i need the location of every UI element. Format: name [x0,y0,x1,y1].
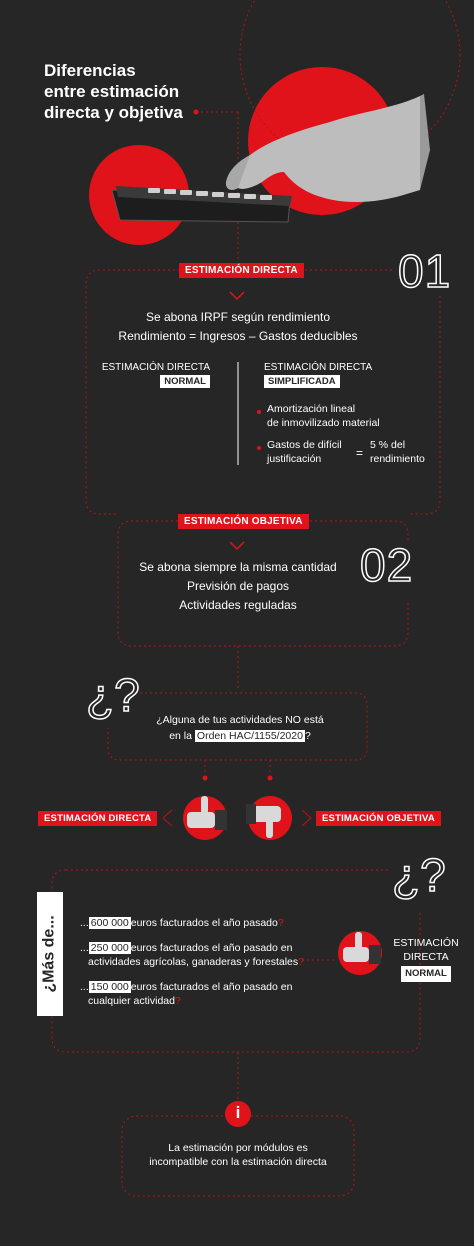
section2-description [118,558,358,615]
calculator-illustration [112,186,292,222]
item-text-line2: cualquier actividad [88,995,175,1007]
section1-frame [86,270,440,514]
bullet-gastos [267,438,367,466]
bullet-icon [257,446,261,450]
question-mark-icon: ¿? [392,849,446,901]
orden-highlight: Orden HAC/1155/2020 [196,730,303,742]
label-text: ESTIMACIÓN DIRECTA [264,362,373,373]
info-text [122,1141,354,1169]
item-amount: 600 000 [90,917,129,929]
mas-de-label: ¿Más de... [41,915,59,993]
chevron-down-icon [230,542,244,549]
page-title [44,60,224,123]
bullet-line: de inmovilizado material [267,417,380,429]
bullet-amortizacion [267,402,427,430]
question-line: ¿Alguna de tus actividades NO está [156,714,324,726]
mas-de-item-2 [80,941,350,969]
item-amount: 250 000 [90,942,129,954]
question-line2 [120,728,360,744]
item-text: euros facturados el año pasado en [130,981,293,993]
section1-line: Rendimiento = Ingresos – Gastos deducibles [118,329,358,343]
bullet-gastos-value [370,438,450,466]
item-prefix: ... [80,981,89,993]
title-line: Diferencias [44,61,136,80]
bullet-line: Gastos de difícil [267,439,342,451]
title-line: entre estimación [44,82,180,101]
item-text: euros facturados el año pasado en [130,942,293,954]
result-directa-normal [390,936,462,982]
item-question: ? [298,956,304,968]
item-question: ? [277,917,284,929]
outcome-estimacion-directa: ESTIMACIÓN DIRECTA [38,811,157,826]
bullet-icon [257,410,261,414]
section2-line: Se abona siempre la misma cantidad [139,560,337,574]
chevron-left-icon [163,810,172,826]
tag-estimacion-objetiva: ESTIMACIÓN OBJETIVA [178,514,309,529]
title-line: directa y objetiva [44,103,183,122]
section1-description [86,308,390,346]
directa-normal-label [96,362,210,388]
chevron-down-icon [230,292,244,299]
question-frame [108,646,367,775]
value-line: rendimiento [370,453,425,465]
question-mark-icon: ¿? [86,669,140,721]
info-line: La estimación por módulos es [168,1142,308,1154]
section2-line: Actividades reguladas [179,598,297,612]
result-line: DIRECTA [403,951,449,963]
outcome-estimacion-objetiva: ESTIMACIÓN OBJETIVA [316,811,441,826]
mas-de-label-wrap [37,892,63,1016]
item-text: euros facturados el año pasado [130,917,278,929]
item-text-line2: actividades agrícolas, ganaderas y forestales [88,956,299,968]
bullet-line: justificación [267,453,322,465]
section1-line: Se abona IRPF según rendimiento [145,310,331,324]
normal-tag: NORMAL [160,375,210,388]
section-number-02: 02 [360,539,414,591]
value-line: 5 % del [370,439,406,451]
tag-estimacion-directa: ESTIMACIÓN DIRECTA [179,263,304,278]
result-normal-tag: NORMAL [401,966,451,982]
mas-de-item-3 [80,980,350,1008]
result-line: ESTIMACIÓN [393,937,459,949]
item-amount: 150 000 [90,981,129,993]
question-prefix: en la [169,730,192,742]
info-line: incompatible con la estimación directa [149,1156,327,1168]
question-suffix: ? [304,730,311,742]
simplificada-tag: SIMPLIFICADA [264,375,340,388]
chevron-right-icon [302,810,311,826]
bullet-line: Amortización lineal [267,403,356,415]
item-prefix: ... [80,917,89,929]
section2-line: Previsión de pagos [186,579,290,593]
info-icon: i [235,1103,241,1122]
section-number-01: 01 [398,245,452,297]
label-text: ESTIMACIÓN DIRECTA [101,362,210,373]
directa-simplificada-label [264,362,384,388]
item-prefix: ... [80,942,89,954]
equals-sign: = [356,446,364,460]
question-text [120,712,360,744]
item-question: ? [174,995,181,1007]
mas-de-item-1 [80,916,320,930]
